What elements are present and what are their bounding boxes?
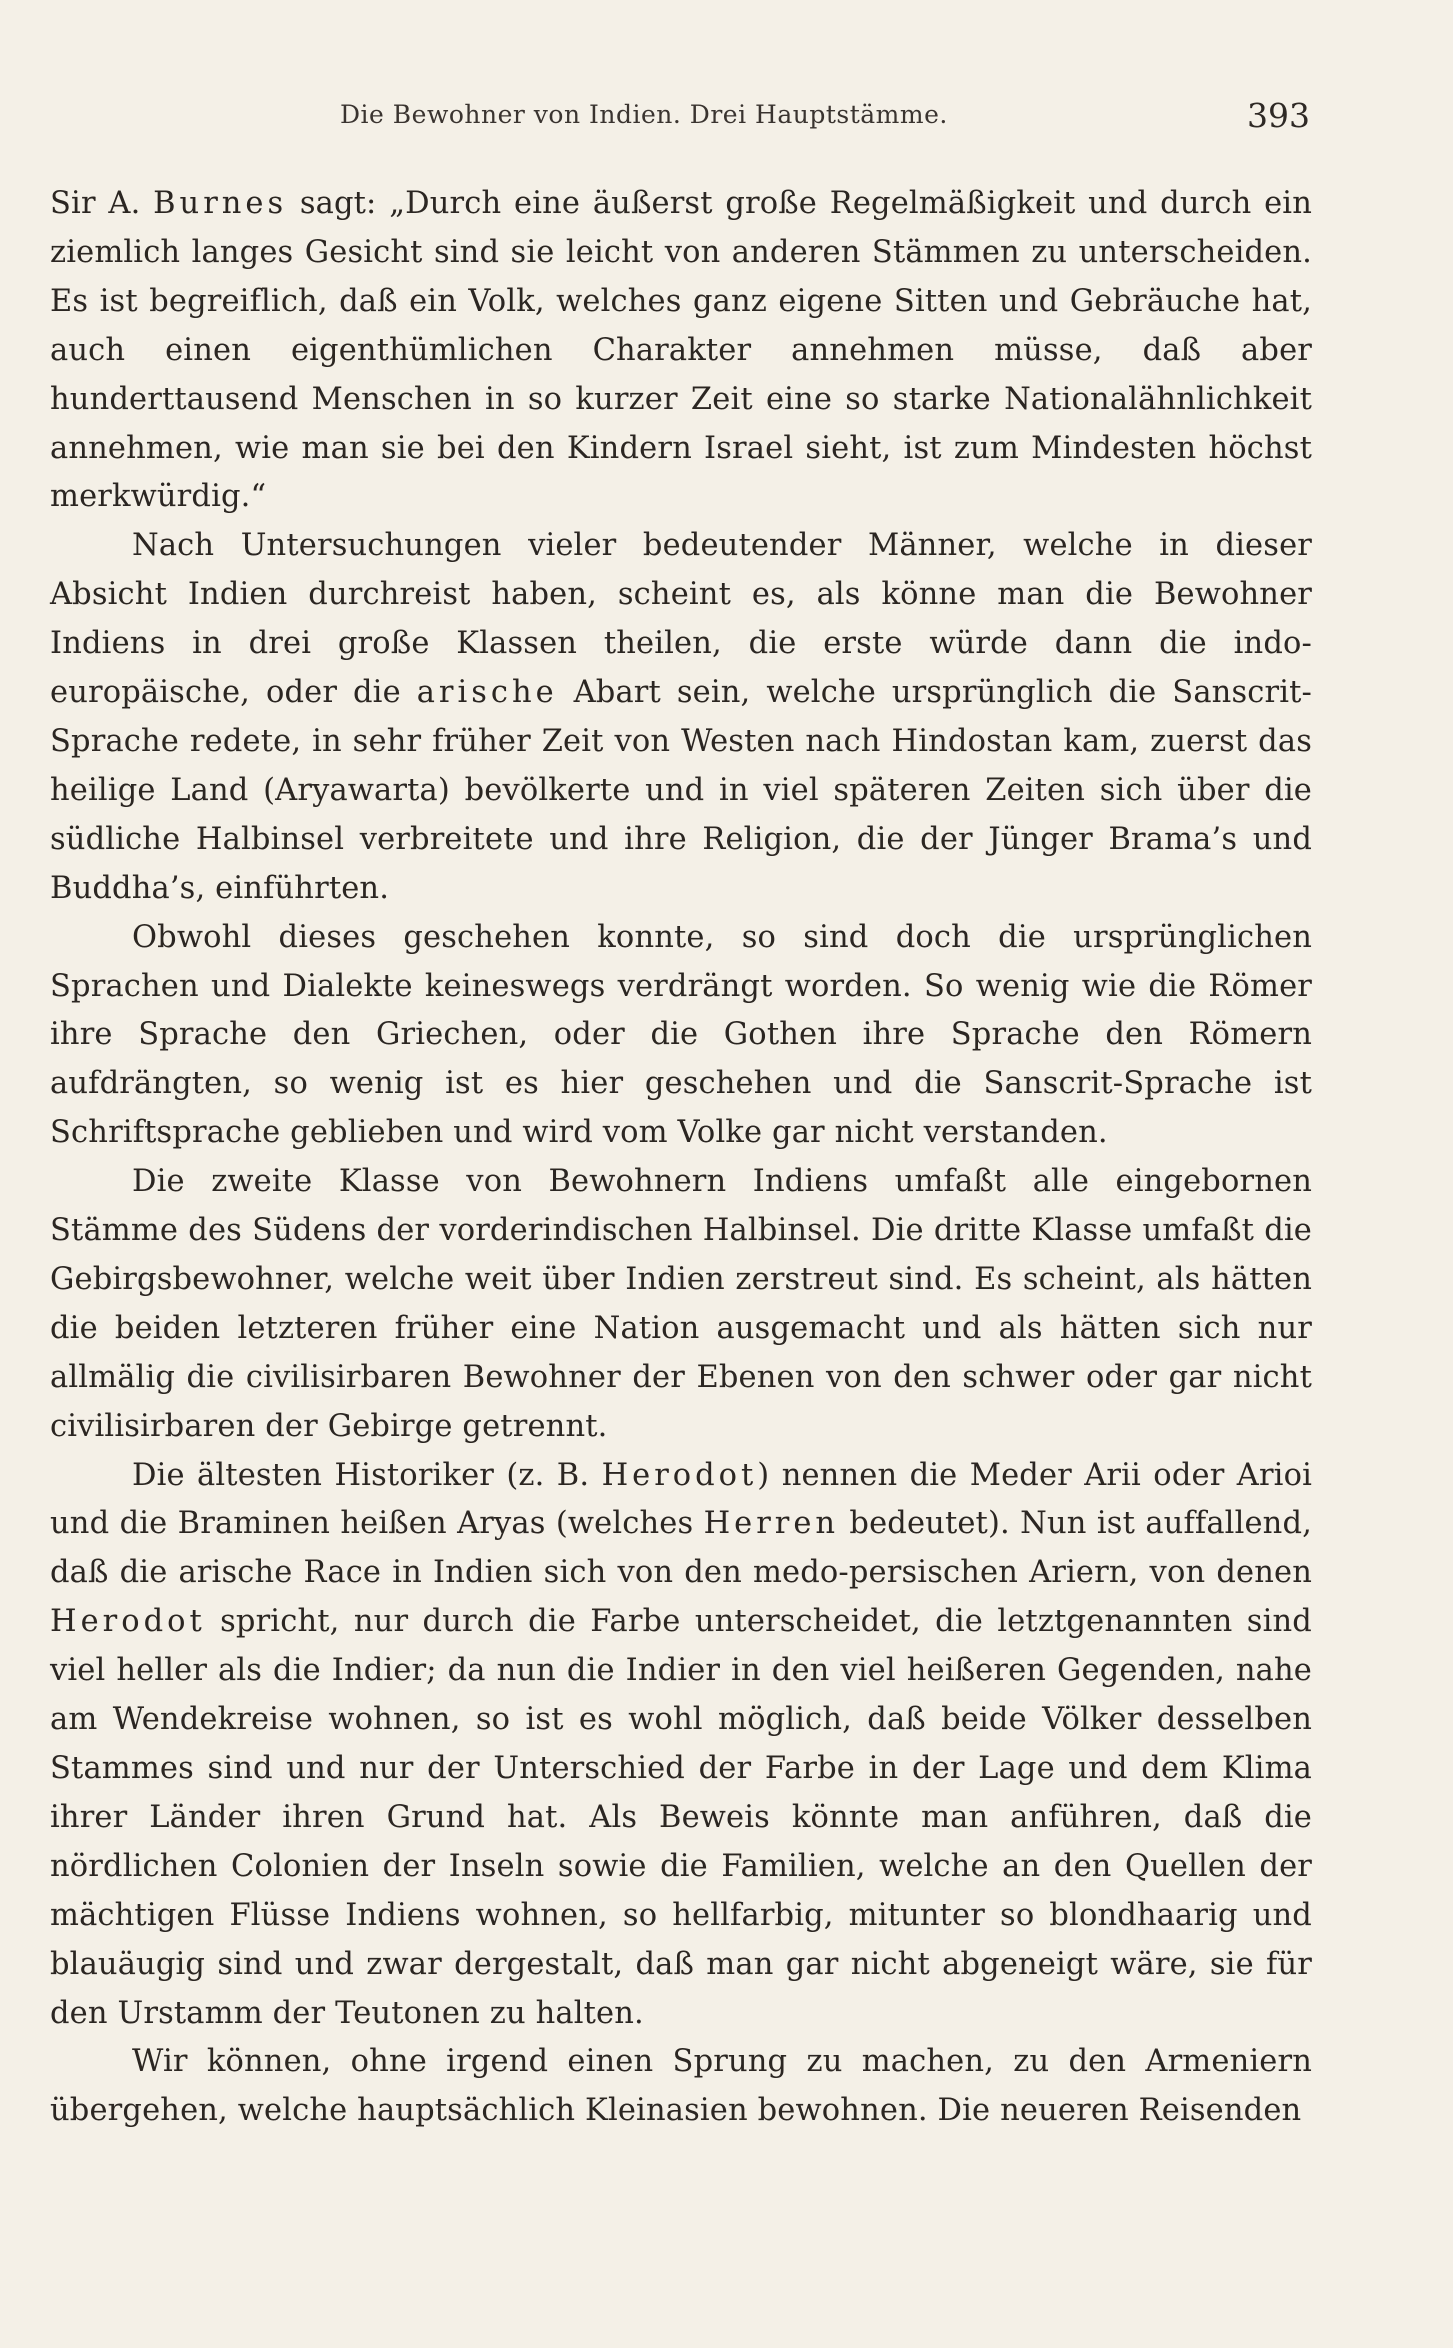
paragraph-historians xyxy=(50,1452,1312,2039)
paragraph-burnes-quote xyxy=(50,180,1312,522)
text-segment: Nach Untersuchungen vieler bedeutender Männer, welche in dieser Absicht Indien durchreist haben, scheint es, als könne man die Bewohner Indiens in drei große Klassen theilen, die erste würde dann die indo-europäische, oder die xyxy=(50,528,1312,711)
text-segment: bedeutet). Nun ist auffallend, daß die arische Race in Indien sich von den medo-persischen Ariern, von denen xyxy=(50,1506,1312,1591)
paragraph-armenians: Wir können, ohne irgend einen Sprung zu machen, zu den Armeniern übergehen, welche hauptsächlich Kleinasien bewohnen. Die neueren Reisenden xyxy=(50,2044,1312,2129)
running-header xyxy=(50,96,1310,144)
paragraph-languages: Obwohl dieses geschehen konnte, so sind doch die ursprünglichen Sprachen und Dialekte keineswegs verdrängt worden. So wenig wie die Römer ihre Sprache den Griechen, oder die Gothen ihre Sprache den Römern aufdrängten, so wenig ist es hier geschehen und die Sanscrit-Sprache ist Schriftsprache geblieben und wird vom Volke gar nicht verstanden. xyxy=(50,919,1312,1151)
spaced-name: Burnes xyxy=(153,186,288,221)
body-text xyxy=(50,180,1312,2136)
text-segment: Die ältesten Historiker (z. B. xyxy=(132,1457,602,1493)
paragraph-three-classes xyxy=(50,522,1312,913)
running-title: Die Bewohner von Indien. Drei Hauptstämme. xyxy=(340,100,948,129)
spaced-name: Herodot xyxy=(601,1457,758,1493)
text-segment: ) nennen die Meder Arii oder Arioi und die Braminen heißen Aryas (welches xyxy=(50,1457,1312,1542)
spaced-word: Herren xyxy=(703,1506,840,1542)
paragraph-second-class: Die zweite Klasse von Bewohnern Indiens umfaßt alle eingebornen Stämme des Südens der vorderindischen Halbinsel. Die dritte Klasse umfaßt die Gebirgsbewohner, welche weit über Indien zerstreut sind. Es scheint, als hätten die beiden letzteren früher eine Nation ausgemacht und als hätten sich nur allmälig die civilisirbaren Bewohner der Ebenen von den schwer oder gar nicht civilisirbaren der Gebirge getrennt. xyxy=(50,1164,1312,1444)
text-segment: spricht, nur durch die Farbe unterscheidet, die letztgenannten sind viel heller als die Indier; da nun die Indier in den viel heißeren Gegenden, nahe am Wendekreise wohnen, so ist es wohl möglich, daß beide Völker desselben Stammes sind und nur der Unterschied der Farbe in der Lage und dem Klima ihrer Länder ihren Grund hat. Als Beweis könnte man anführen, daß die nördlichen Colonien der Inseln sowie die Familien, welche an den Quellen der mächtigen Flüsse Indiens wohnen, so hellfarbig, mitunter so blondhaarig und blauäugig sind und zwar dergestalt, daß man gar nicht abgeneigt wäre, sie für den Urstamm der Teutonen zu halten. xyxy=(50,1604,1312,2031)
text-segment: Sir A. xyxy=(50,186,154,221)
text-segment: sagt: „Durch eine äußerst große Regelmäßigkeit und durch ein ziemlich langes Gesicht sind sie leicht von anderen Stämmen zu unterscheiden. Es ist begreiflich, daß ein Volk, welches ganz eigene Sitten und Gebräuche hat, auch einen eigenthümlichen Charakter annehmen müsse, daß aber hunderttausend Menschen in so kurzer Zeit eine so starke Nationalähnlichkeit annehmen, wie man sie bei den Kindern Israel sieht, ist zum Mindesten höchst merkwürdig.“ xyxy=(50,186,1312,515)
text-segment: Abart sein, welche ursprünglich die Sanscrit-Sprache redete, in sehr früher Zeit von Westen nach Hindostan kam, zuerst das heilige Land (Aryawarta) bevölkerte und in viel späteren Zeiten sich über die südliche Halbinsel verbreitete und ihre Religion, die der Jünger Brama’s und Buddha’s, einführten. xyxy=(50,675,1313,906)
page-number: 393 xyxy=(1247,96,1310,135)
spaced-word: arische xyxy=(416,675,558,711)
spaced-name: Herodot xyxy=(50,1604,206,1640)
